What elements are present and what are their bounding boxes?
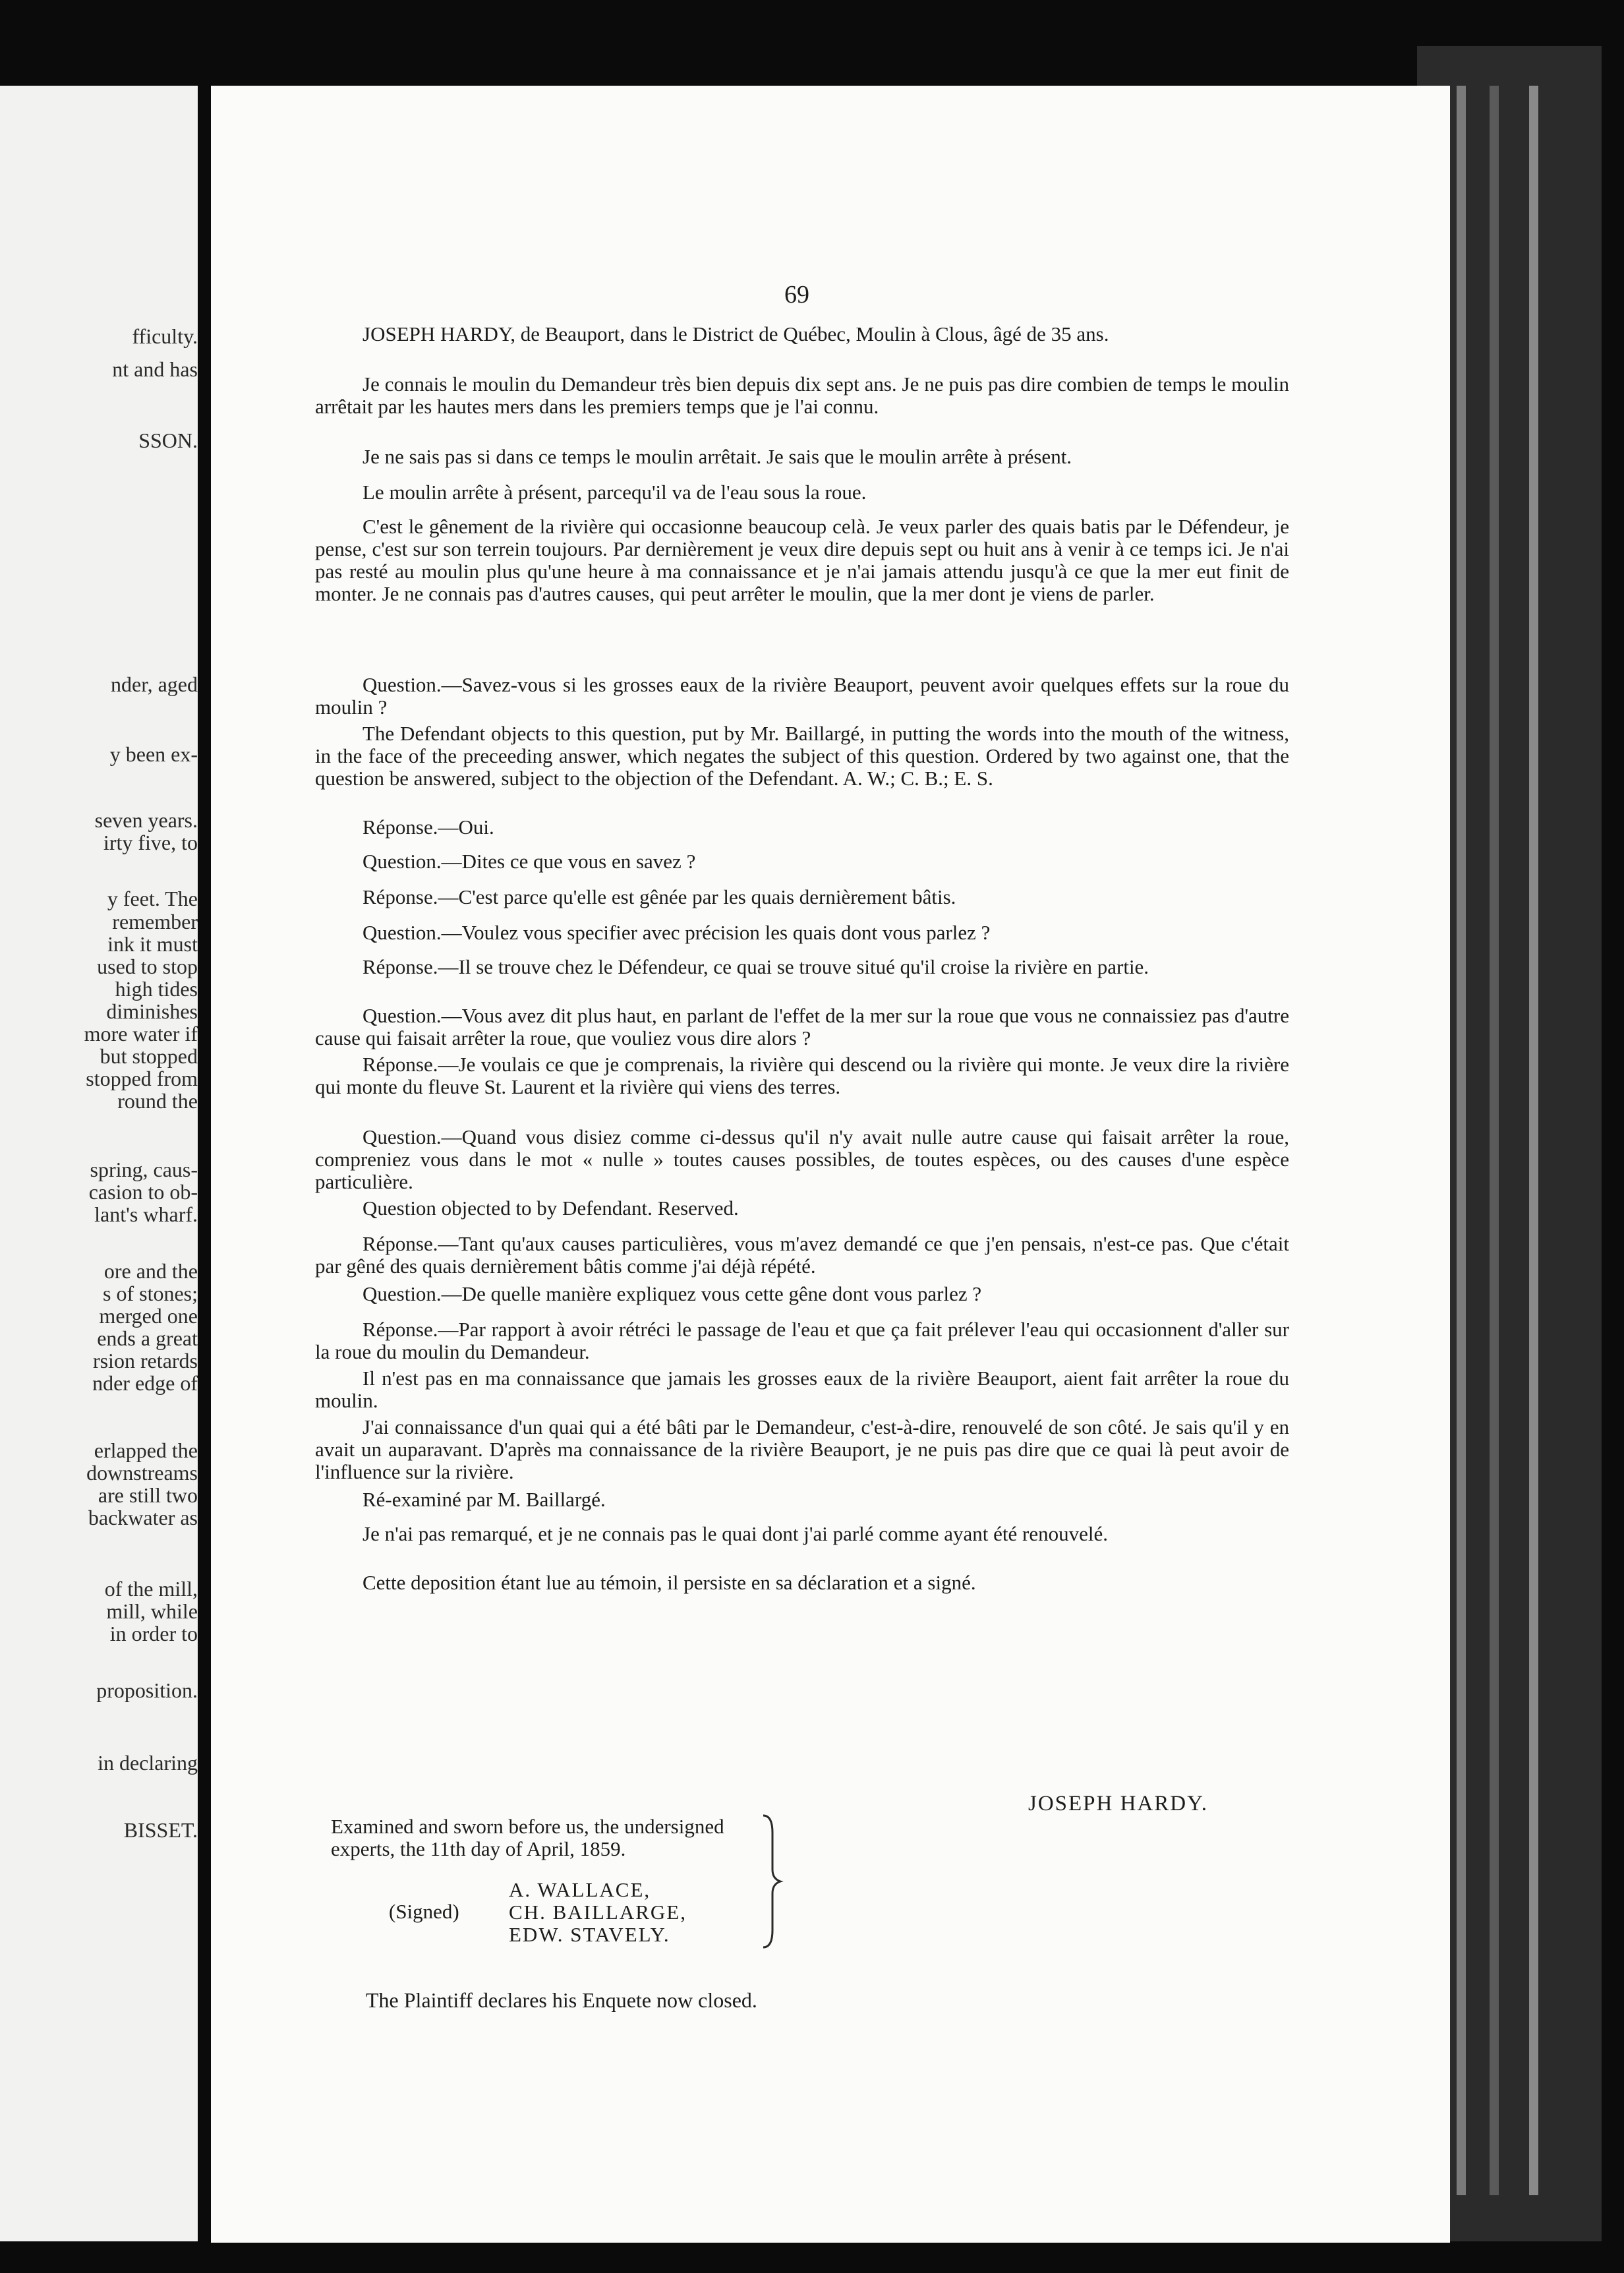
paragraph-objection: The Defendant objects to this question, put by Mr. Baillargé, in putting the words into the mouth of the witness, in the face of the preceeding answer, which negates the subject of this question. Ordered by two against one, that the question be answered, subject to the objection of the Defendant. A. W.; C. B.; E. S. [315, 722, 1289, 790]
page-number: 69 [784, 281, 809, 309]
left-fragment-line: seven years. [94, 808, 198, 832]
signer-name: A. WALLACE, [509, 1878, 651, 1901]
brace-mark [758, 1813, 784, 1951]
paragraph-question: Question.—Vous avez dit plus haut, en parlant de l'effet de la mer sur la roue que vous ne connaissiez pas d'autre cause qui faisait arrêter la roue, que vouliez vous dire alors ? [315, 1004, 1289, 1049]
previous-page-fragment [0, 86, 198, 2241]
page-edge [1490, 86, 1499, 2195]
page-edge [1529, 86, 1538, 2195]
paragraph: J'ai connaissance d'un quai qui a été bâti par le Demandeur, c'est-à-dire, renouvelé de son côté. Je sais qu'il y en avait un auparavant. D'après ma connaissance de la rivière Beauport, je ne puis pas dire que ce quai là peut avoir de l'influence sur la rivière. [315, 1415, 1289, 1483]
left-fragment-line: remember [112, 910, 198, 933]
left-fragment-line: of the mill, [104, 1577, 198, 1601]
left-fragment-line: used to stop [97, 955, 198, 978]
paragraph: Cette deposition étant lue au témoin, il persiste en sa déclaration et a signé. [362, 1571, 976, 1594]
left-fragment-line: diminishes [106, 999, 198, 1023]
left-fragment-line: nder, aged [111, 672, 198, 696]
left-fragment-line: BISSET. [123, 1818, 198, 1842]
left-fragment-line: high tides [115, 977, 198, 1001]
left-fragment-line: fficulty. [132, 324, 198, 348]
paragraph: Je n'ai pas remarqué, et je ne connais pas le quai dont j'ai parlé comme ayant été renouvelé. [362, 1522, 1109, 1545]
left-fragment-line: erlapped the [94, 1438, 198, 1462]
left-fragment-line: merged one [99, 1304, 198, 1328]
left-fragment-line: mill, while [106, 1599, 198, 1623]
left-fragment-line: casion to ob- [88, 1180, 198, 1204]
left-fragment-line: lant's wharf. [94, 1202, 198, 1226]
page-edge [1457, 86, 1466, 2195]
paragraph-answer: Réponse.—Tant qu'aux causes particulières, vous m'avez demandé ce que j'en pensais, n'est-ce pas. Que c'était par gêné des quais dernièrement bâtis comme j'ai déjà répété. [315, 1232, 1289, 1278]
left-fragment-line: y feet. The [107, 887, 198, 910]
signer-name: CH. BAILLARGE, [509, 1901, 687, 1924]
signer-name: EDW. STAVELY. [509, 1923, 670, 1946]
left-fragment-line: ends a great [97, 1326, 198, 1350]
left-fragment-line: nder edge of [92, 1371, 198, 1395]
left-fragment-line: in order to [109, 1622, 198, 1645]
left-fragment-line: more water if [84, 1022, 198, 1046]
witness-signature: JOSEPH HARDY. [1028, 1792, 1208, 1815]
examined-statement: Examined and sworn before us, the undersigned experts, the 11th day of April, 1859. [331, 1815, 724, 1860]
left-fragment-line: proposition. [96, 1678, 198, 1702]
paragraph-answer: Réponse.—C'est parce qu'elle est gênée par les quais dernièrement bâtis. [362, 885, 956, 908]
left-fragment-line: in declaring [98, 1751, 198, 1775]
paragraph-question: Question.—Savez-vous si les grosses eaux de la rivière Beauport, peuvent avoir quelques effets sur la roue du moulin ? [315, 673, 1289, 719]
paragraph-answer: Réponse.—Il se trouve chez le Défendeur, ce quai se trouve situé qu'il croise la rivière en partie. [362, 955, 1149, 978]
left-fragment-line: round the [117, 1089, 198, 1113]
paragraph-objection: Question objected to by Defendant. Reserved. [362, 1196, 739, 1220]
signed-label: (Signed) [389, 1900, 459, 1923]
paragraph-answer: Réponse.—Par rapport à avoir rétréci le passage de l'eau et que ça fait prélever l'eau qui occasionnent d'aller sur la roue du moulin du Demandeur. [315, 1318, 1289, 1363]
paragraph: Je connais le moulin du Demandeur très bien depuis dix sept ans. Je ne puis pas dire combien de temps le moulin arrêtait par les hautes mers dans les premiers temps que je l'ai connu. [315, 372, 1289, 418]
left-fragment-line: spring, caus- [90, 1158, 198, 1181]
left-fragment-line: backwater as [88, 1506, 198, 1529]
paragraph-question: Question.—De quelle manière expliquez vous cette gêne dont vous parlez ? [362, 1282, 982, 1305]
paragraph: Le moulin arrête à présent, parcequ'il va de l'eau sous la roue. [362, 481, 867, 504]
paragraph-question: Question.—Dites ce que vous en savez ? [362, 850, 696, 873]
paragraph-question: Question.—Quand vous disiez comme ci-dessus qu'il n'y avait nulle autre cause qui faisait arrêter la roue, compreniez vous dans le mot « nulle » toutes causes possibles, de toutes espèces, ou des causes d'une espèce particulière. [315, 1125, 1289, 1193]
left-fragment-line: but stopped [100, 1044, 198, 1068]
paragraph: Je ne sais pas si dans ce temps le moulin arrêtait. Je sais que le moulin arrête à présent. [362, 445, 1072, 468]
paragraph-answer: Réponse.—Je voulais ce que je comprenais, la rivière qui descend ou la rivière qui monte. Je veux dire la rivière qui monte du fleuve St. Laurent et la rivière qui viens des terres. [315, 1053, 1289, 1098]
left-fragment-line: ink it must [107, 932, 198, 956]
left-fragment-line: irty five, to [103, 831, 198, 854]
left-fragment-line: are still two [98, 1483, 198, 1507]
left-fragment-line: ore and the [103, 1259, 198, 1283]
left-fragment-line: downstreams [86, 1461, 198, 1485]
paragraph-reexamination: Ré-examiné par M. Baillargé. [362, 1488, 606, 1511]
left-fragment-line: s of stones; [103, 1282, 198, 1305]
paragraph-witness-intro: JOSEPH HARDY, de Beauport, dans le District de Québec, Moulin à Clous, âgé de 35 ans. [362, 322, 1109, 345]
paragraph-answer: Réponse.—Oui. [362, 815, 494, 839]
left-fragment-line: stopped from [86, 1067, 198, 1090]
document-page [211, 86, 1450, 2243]
left-fragment-line: SSON. [138, 428, 198, 452]
left-fragment-line: y been ex- [109, 742, 198, 766]
paragraph: Il n'est pas en ma connaissance que jamais les grosses eaux de la rivière Beauport, aient fait arrêter la roue du moulin. [315, 1367, 1289, 1412]
paragraph-question: Question.—Voulez vous specifier avec précision les quais dont vous parlez ? [362, 921, 991, 944]
left-fragment-line: nt and has [112, 357, 198, 381]
left-fragment-line: rsion retards [92, 1349, 198, 1373]
paragraph: C'est le gênement de la rivière qui occasionne beaucoup celà. Je veux parler des quais batis par le Défendeur, je pense, c'est sur son terrein toujours. Par dernièrement je veux dire depuis sept ou huit ans à venir à ce temps ici. Je n'ai pas resté au moulin plus qu'une heure à ma connaissance et je n'ai jamais attendu jusqu'à ce que la mer eut finit de monter. Je ne connais pas d'autres causes, qui peut arrêter le moulin, que la mer dont je viens de parler. [315, 515, 1289, 605]
closing-statement: The Plaintiff declares his Enquete now closed. [366, 1988, 757, 2012]
